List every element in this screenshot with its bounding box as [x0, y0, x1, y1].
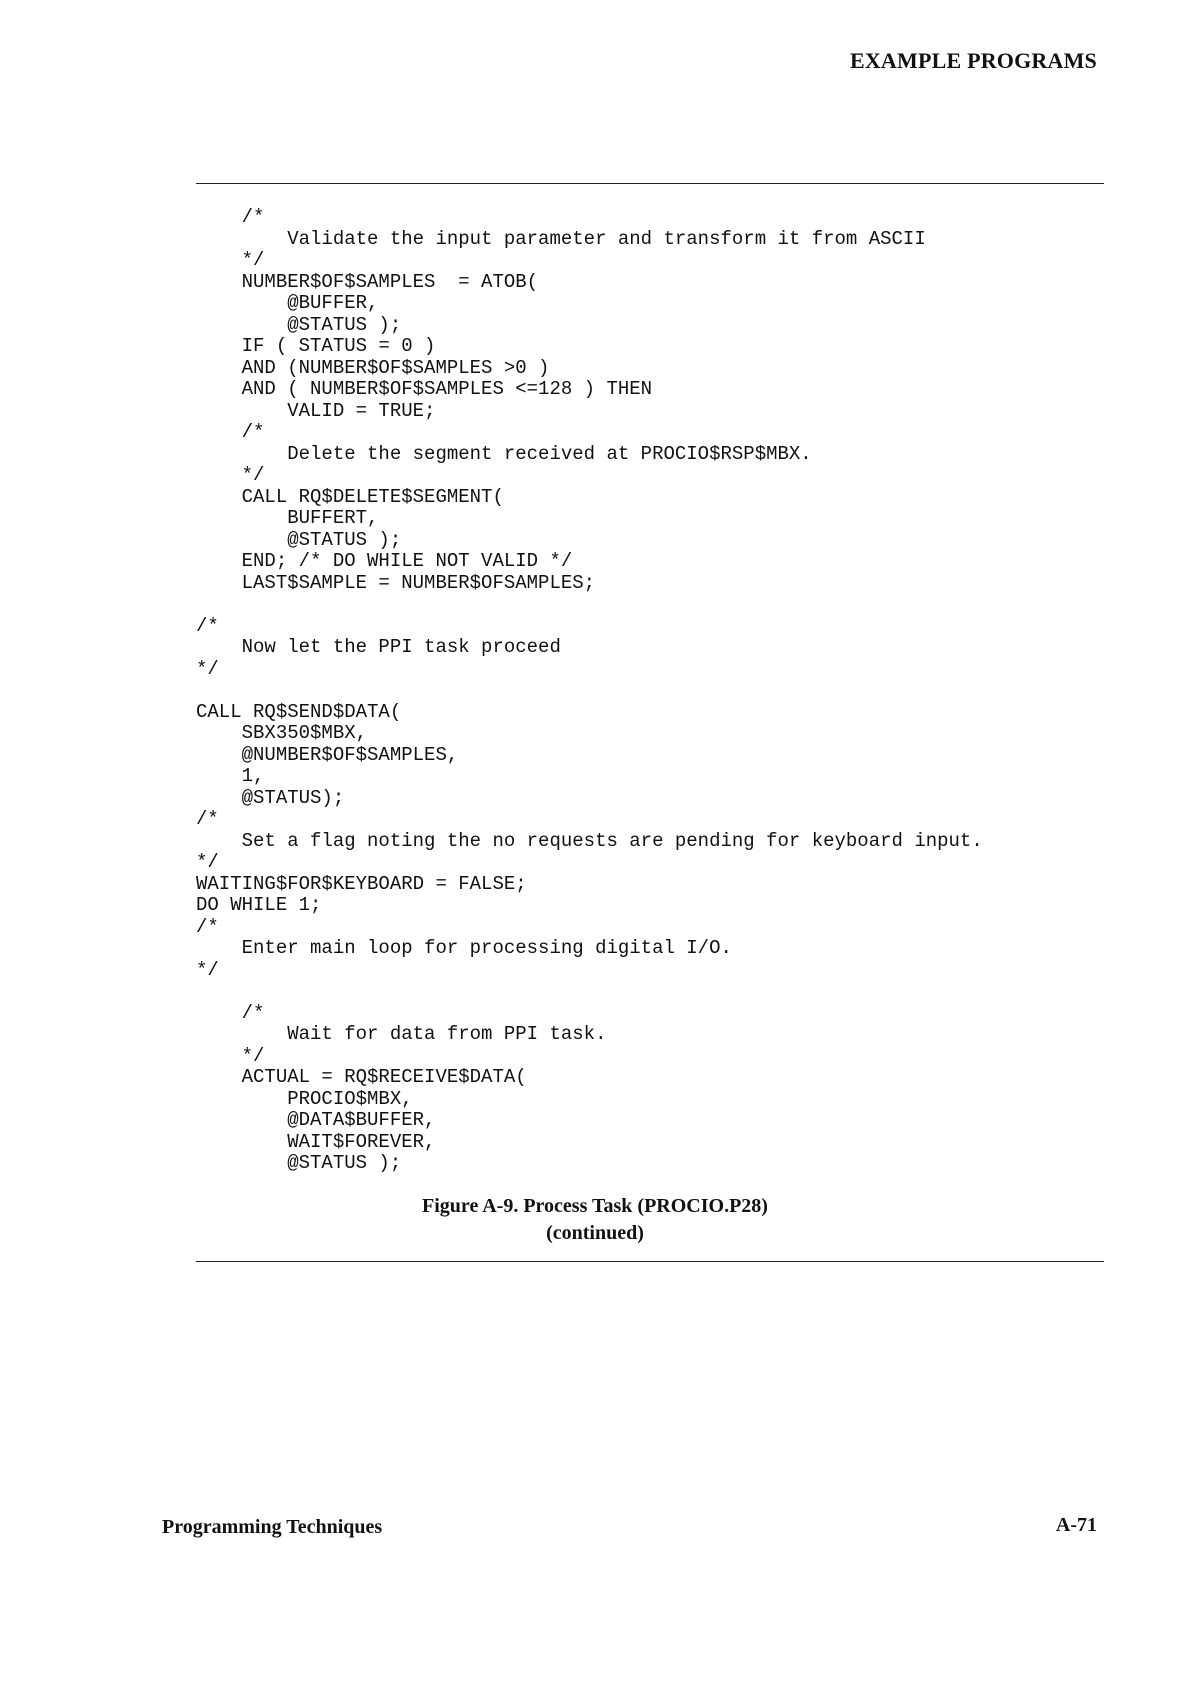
code-line: Enter main loop for processing digital I/O. — [196, 937, 732, 959]
bottom-rule — [196, 1261, 1104, 1262]
footer-section-title: Programming Techniques — [162, 1516, 383, 1538]
code-line: /* — [196, 421, 265, 443]
code-line: */ — [196, 464, 265, 486]
code-line: ACTUAL = RQ$RECEIVE$DATA( — [196, 1066, 527, 1088]
code-line: PROCIO$MBX, — [196, 1087, 413, 1110]
code-line: */ — [196, 657, 219, 680]
figure-caption — [0, 1193, 1190, 1247]
code-line: 1, — [196, 765, 265, 787]
footer-page-number: A-71 — [1055, 1514, 1097, 1536]
code-line: /* — [196, 614, 219, 637]
code-line: SBX350$MBX, — [196, 722, 368, 744]
code-line: Wait for data from PPI task. — [196, 1023, 607, 1045]
code-line: @BUFFER, — [196, 292, 379, 314]
code-line: AND (NUMBER$OF$SAMPLES >0 ) — [196, 356, 550, 379]
code-line — [196, 680, 983, 702]
code-line: Validate the input parameter and transform it from ASCII — [196, 227, 926, 250]
code-line: /* — [196, 808, 219, 830]
code-line: CALL RQ$SEND$DATA( — [196, 700, 402, 723]
code-line: /* — [196, 915, 219, 938]
code-line: @STATUS ); — [196, 528, 402, 551]
code-listing — [196, 207, 983, 1175]
code-line: @STATUS); — [196, 786, 345, 809]
code-line: */ — [196, 958, 219, 981]
code-line: IF ( STATUS = 0 ) — [196, 335, 436, 357]
code-line: */ — [196, 1044, 265, 1067]
code-line: @STATUS ); — [196, 313, 402, 336]
code-line: @STATUS ); — [196, 1152, 402, 1174]
code-line: AND ( NUMBER$OF$SAMPLES <=128 ) THEN — [196, 378, 653, 400]
code-line: @DATA$BUFFER, — [196, 1109, 436, 1131]
code-line: */ — [196, 249, 265, 271]
code-line: END; /* DO WHILE NOT VALID */ — [196, 550, 573, 572]
code-line: Now let the PPI task proceed — [196, 636, 561, 658]
code-line: VALID = TRUE; — [196, 399, 436, 422]
code-line: @NUMBER$OF$SAMPLES, — [196, 743, 459, 766]
top-rule — [196, 183, 1104, 184]
code-line: Delete the segment received at PROCIO$RSP$MBX. — [196, 442, 812, 465]
code-line: BUFFERT, — [196, 507, 379, 529]
code-line: CALL RQ$DELETE$SEGMENT( — [196, 485, 504, 508]
code-line: WAIT$FOREVER, — [196, 1130, 436, 1153]
code-line: /* — [196, 1001, 265, 1024]
code-line: LAST$SAMPLE = NUMBER$OFSAMPLES; — [196, 571, 596, 594]
figure-caption-title: Figure A-9. Process Task (PROCIO.P28) — [422, 1195, 768, 1217]
code-line — [196, 981, 983, 1003]
code-line: Set a flag noting the no requests are pending for keyboard input. — [196, 829, 983, 852]
code-line: DO WHILE 1; — [196, 894, 322, 916]
code-line: WAITING$FOR$KEYBOARD = FALSE; — [196, 872, 527, 895]
page-header-title: EXAMPLE PROGRAMS — [849, 48, 1097, 73]
code-line: /* — [196, 206, 265, 228]
code-line: */ — [196, 851, 219, 873]
code-line — [196, 594, 983, 616]
figure-caption-continued: (continued) — [546, 1222, 644, 1244]
code-line: NUMBER$OF$SAMPLES = ATOB( — [196, 270, 539, 293]
